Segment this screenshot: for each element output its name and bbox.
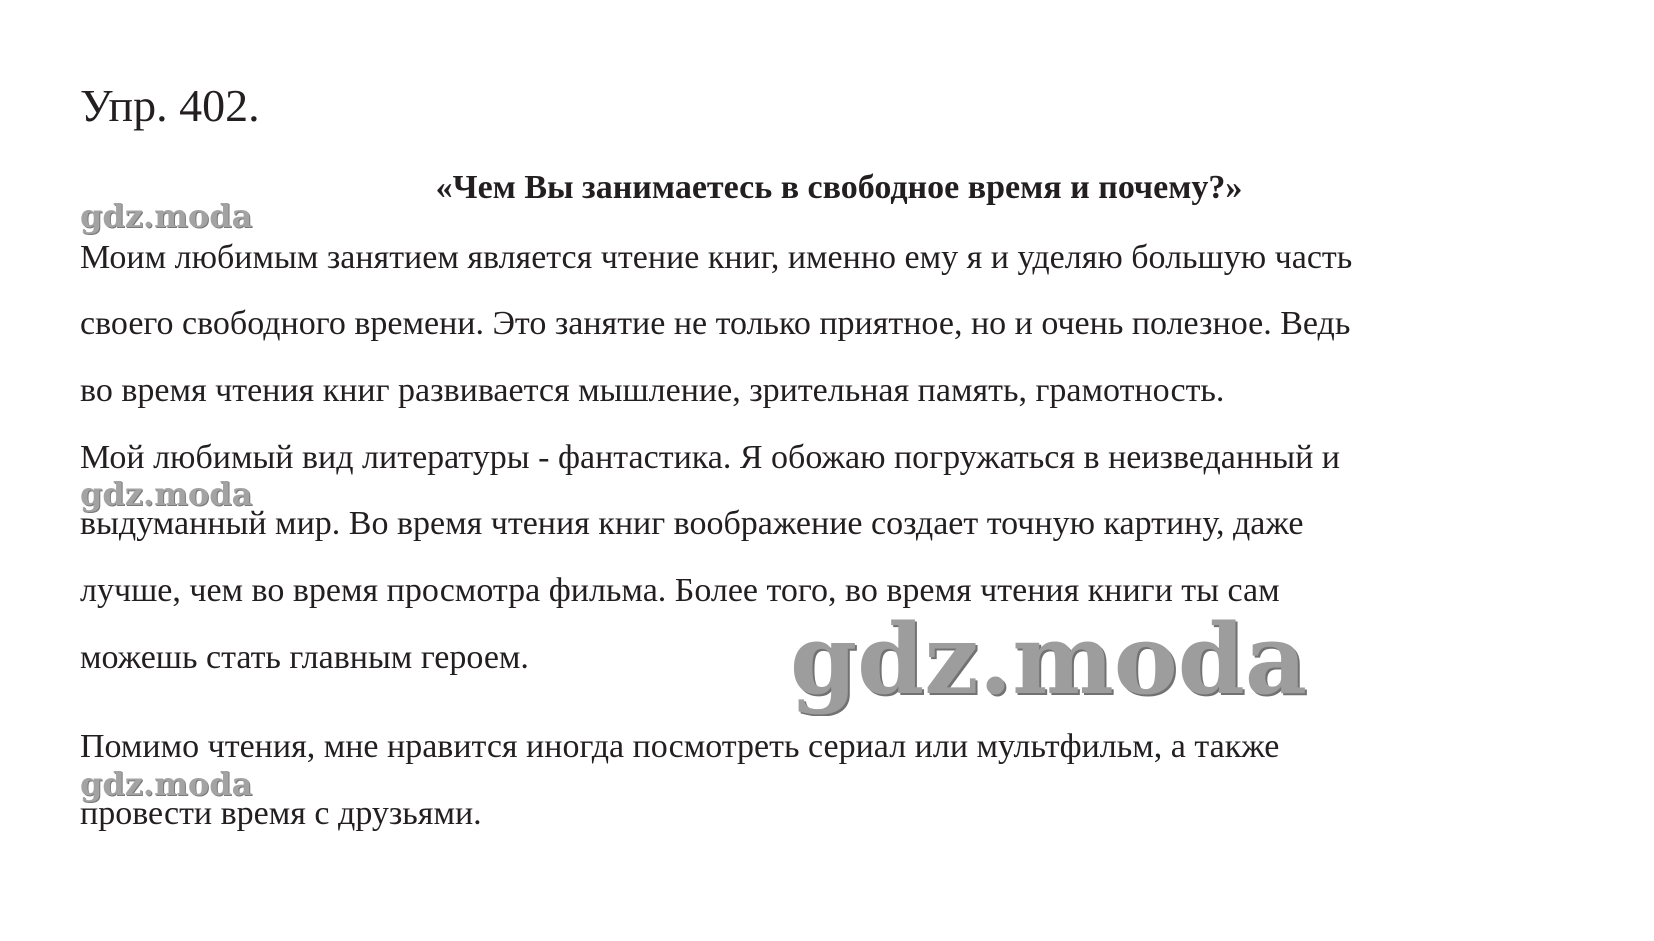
exercise-title: Упр. 402.: [80, 80, 260, 131]
essay-line-4: Мой любимый вид литературы - фантастика. Я обожаю погружаться в неизведанный и: [80, 439, 1340, 476]
essay-line-9: провести время с друзьями.: [80, 795, 482, 832]
essay-line-2: своего свободного времени. Это занятие не только приятное, но и очень полезное. Ведь: [80, 305, 1351, 342]
essay-heading: «Чем Вы занимаетесь в свободное время и почему?»: [435, 169, 1243, 206]
essay-line-3: во время чтения книг развивается мышление, зрительная память, грамотность.: [80, 372, 1225, 409]
essay-line-5: выдуманный мир. Во время чтения книг воображение создает точную картину, даже: [80, 505, 1304, 542]
essay-line-8: Помимо чтения, мне нравится иногда посмотреть сериал или мультфильм, а также: [80, 728, 1280, 765]
essay-line-6: лучше, чем во время просмотра фильма. Более того, во время чтения книги ты сам: [80, 572, 1280, 609]
essay-line-7: можешь стать главным героем.: [80, 639, 529, 676]
watermark-small-2: gdz.moda: [80, 475, 253, 513]
essay-line-1: Моим любимым занятием является чтение книг, именно ему я и уделяю большую часть: [80, 239, 1353, 276]
watermark-small-1: gdz.moda: [80, 197, 253, 235]
watermark-small-3: gdz.moda: [80, 765, 253, 803]
watermark-large: gdz.moda: [790, 603, 1308, 716]
